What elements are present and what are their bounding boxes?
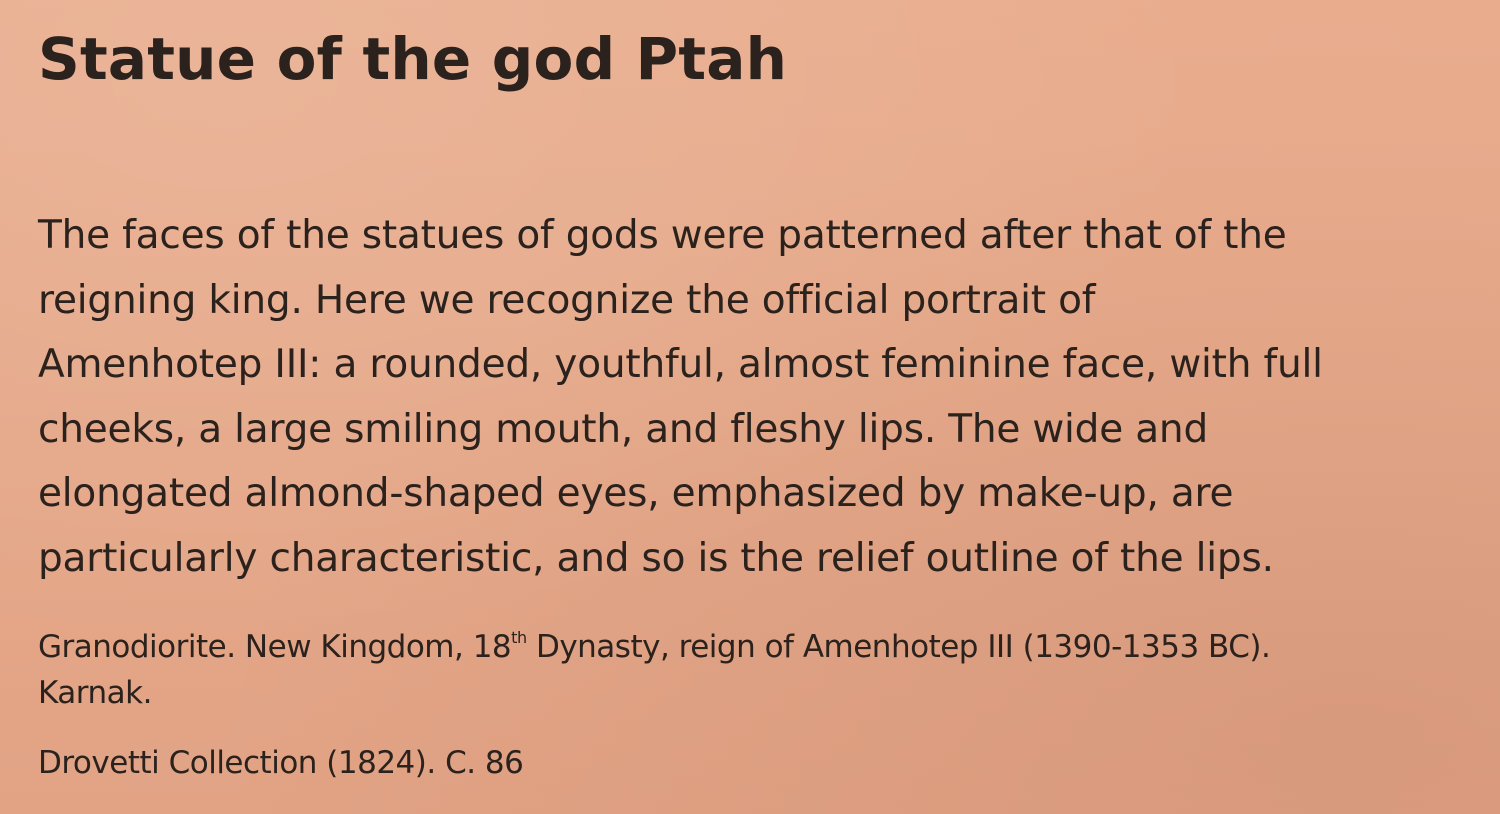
- collection-line: Drovetti Collection (1824). C. 86: [38, 745, 524, 781]
- description-line: particularly characteristic, and so is the relief outline of the lips.: [38, 535, 1274, 581]
- description-line: reigning king. Here we recognize the official portrait of: [38, 277, 1096, 323]
- object-metadata: [38, 624, 1460, 716]
- provenance-line: Karnak.: [38, 675, 152, 711]
- ordinal-suffix: th: [511, 628, 527, 647]
- description-line: elongated almond-shaped eyes, emphasized by make-up, are: [38, 471, 1234, 516]
- material-period-text: Granodiorite. New Kingdom, 18: [38, 629, 512, 665]
- label-title: Statue of the god Ptah: [38, 25, 788, 93]
- description-line: cheeks, a large smiling mouth, and fleshy lips. The wide and: [38, 406, 1208, 452]
- description-line: The faces of the statues of gods were patterned after that of the: [38, 213, 1287, 258]
- dynasty-reign-text: Dynasty, reign of Amenhotep III (1390-1353 BC).: [526, 629, 1271, 665]
- description-line: Amenhotep III: a rounded, youthful, almost feminine face, with full: [38, 342, 1323, 387]
- material-period-line: [38, 624, 1460, 670]
- label-description: [38, 204, 1460, 591]
